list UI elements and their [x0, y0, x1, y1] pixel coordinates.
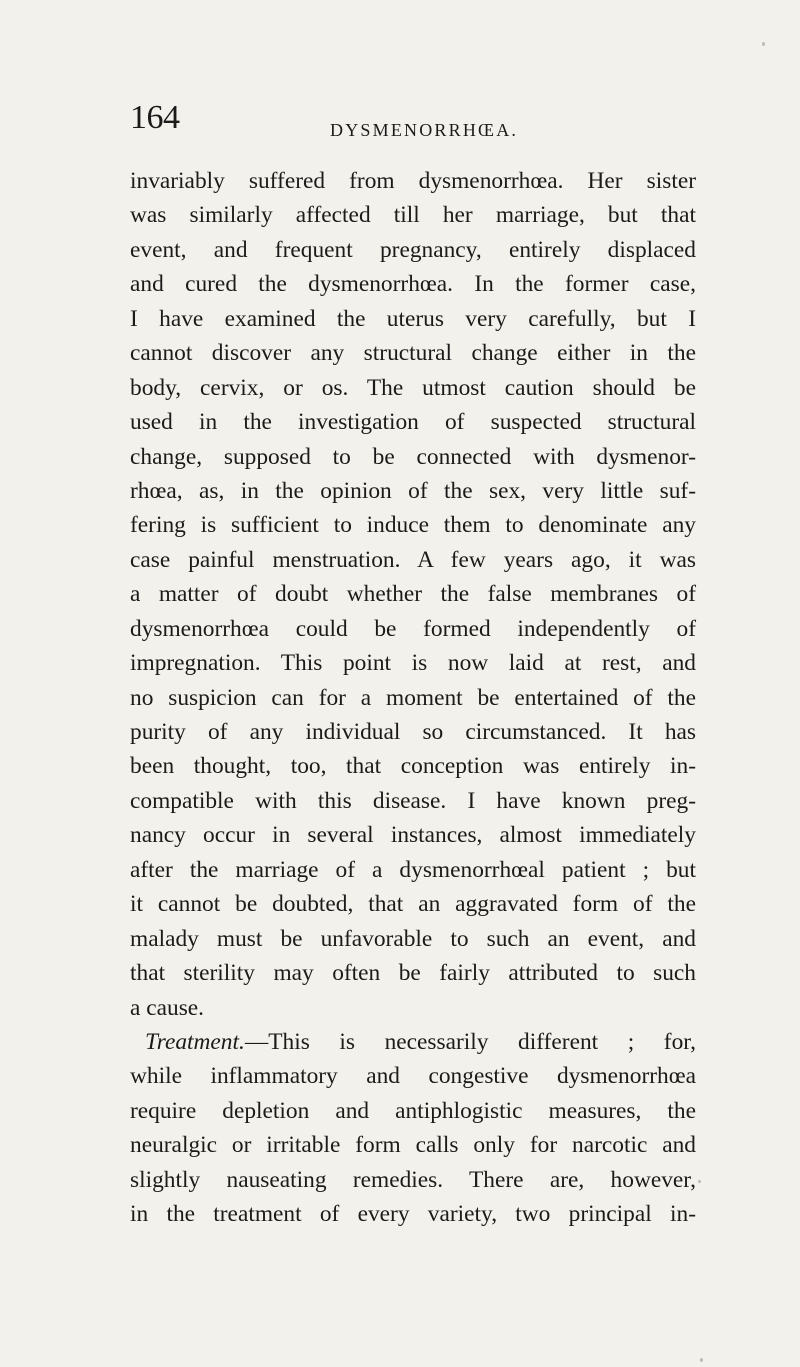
text-line: event, and frequent pregnancy, entirely displaced: [130, 236, 696, 263]
text-line: cannot discover any structural change either in the: [130, 340, 696, 367]
text-line: case painful menstruation. A few years ago, it was: [130, 546, 696, 573]
running-title: DYSMENORRHŒA.: [330, 120, 519, 140]
text-line: a cause.: [130, 994, 205, 1021]
text-line: malady must be unfavorable to such an event, and: [130, 925, 696, 952]
text-line: invariably suffered from dysmenorrhœa. Her sister: [130, 168, 696, 194]
text-line: require depletion and antiphlogistic measures, the: [130, 1097, 696, 1124]
text-line: been thought, too, that conception was entirely in-: [130, 753, 696, 780]
text-line: fering is sufficient to induce them to denominate any: [130, 512, 696, 539]
text-run: —This is necessarily different ; for,: [244, 1028, 696, 1055]
text-line: was similarly affected till her marriage, but that: [130, 202, 696, 229]
text-line: used in the investigation of suspected structural: [130, 409, 696, 436]
text-line: neuralgic or irritable form calls only for narcotic and: [130, 1132, 696, 1159]
text-line: purity of any individual so circumstanced. It has: [130, 719, 696, 745]
text-line: compatible with this disease. I have known preg-: [130, 787, 696, 814]
text-line: and cured the dysmenorrhœa. In the former case,: [130, 271, 696, 298]
text-line: nancy occur in several instances, almost immediately: [130, 822, 696, 849]
paragraph: [130, 1025, 696, 1232]
paper-speck: [700, 1358, 703, 1362]
text-line: I have examined the uterus very carefully, but I: [130, 305, 696, 332]
text-line: rhœa, as, in the opinion of the sex, very little suf-: [130, 477, 696, 504]
running-head: [130, 101, 690, 151]
paper-speck: [762, 42, 765, 46]
text-line: no suspicion can for a moment be entertained of the: [130, 684, 696, 711]
text-line: impregnation. This point is now laid at rest, and: [130, 650, 696, 677]
text-line: dysmenorrhœa could be formed independently of: [130, 615, 696, 642]
text-line: while inflammatory and congestive dysmenorrhœa: [130, 1063, 696, 1090]
text-line: it cannot be doubted, that an aggravated form of the: [130, 891, 696, 918]
text-line: a matter of doubt whether the false membranes of: [130, 581, 696, 608]
text-line: in the treatment of every variety, two principal in-: [130, 1201, 696, 1228]
text-line: body, cervix, or os. The utmost caution should be: [130, 374, 696, 401]
text-line: that sterility may often be fairly attributed to such: [130, 960, 696, 987]
body-text: [130, 164, 696, 1232]
text-line: after the marriage of a dysmenorrhœal patient ; but: [130, 856, 696, 883]
paragraph: [130, 164, 696, 1025]
page-number: 164: [130, 99, 180, 136]
text-line: slightly nauseating remedies. There are, however,: [130, 1166, 696, 1193]
text-line: change, supposed to be connected with dysmenor-: [130, 443, 696, 470]
text-line: [130, 1025, 696, 1059]
paper-speck: [698, 1180, 701, 1183]
section-heading: Treatment.: [145, 1028, 245, 1055]
